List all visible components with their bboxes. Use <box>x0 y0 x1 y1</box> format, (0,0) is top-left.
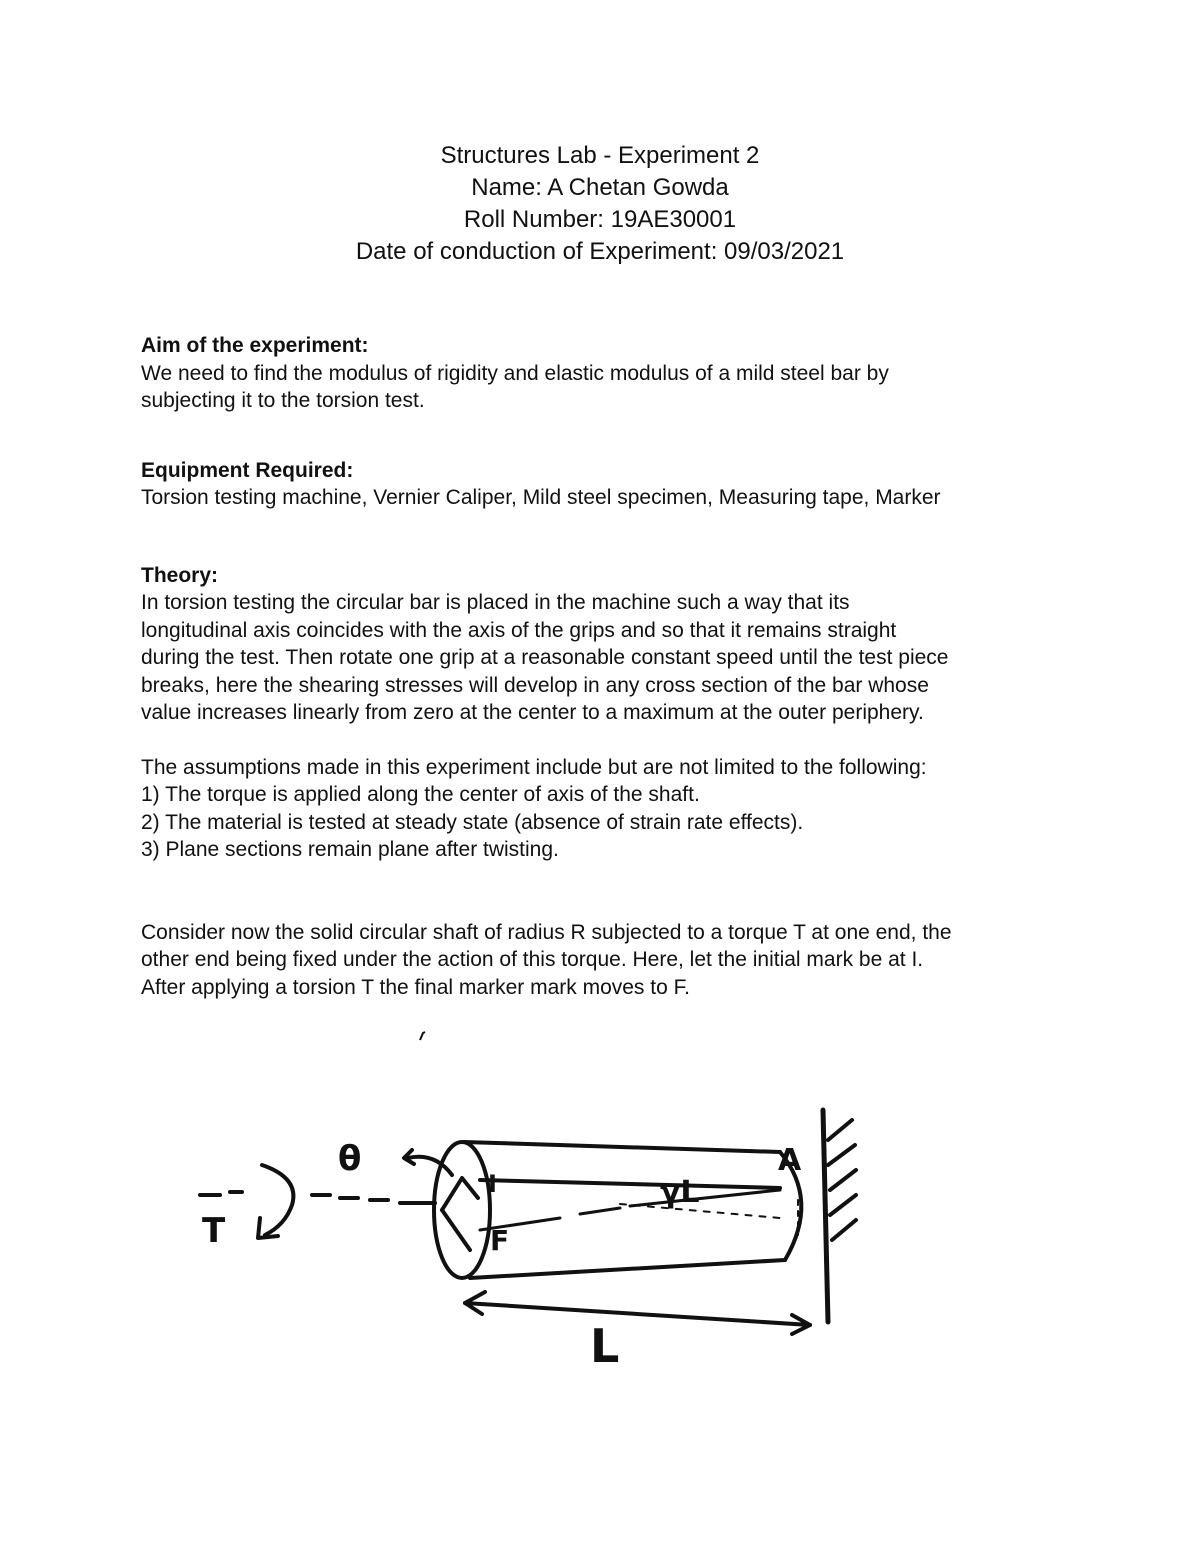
torsion-shaft-sketch <box>180 1100 880 1370</box>
point-a-label: A <box>778 1143 802 1178</box>
assumptions-intro: The assumptions made in this experiment include but are not limited to the following: <box>141 755 927 779</box>
aim-section <box>141 332 1061 415</box>
equipment-text: Torsion testing machine, Vernier Caliper, Mild steel specimen, Measuring tape, Marker <box>141 486 941 509</box>
shaft-description <box>141 919 1061 1002</box>
wall-hatching <box>828 1120 856 1240</box>
length-label: L <box>590 1319 620 1370</box>
final-mark-line <box>480 1190 780 1230</box>
document-title: Structures Lab - Experiment 2 <box>440 142 760 169</box>
shaft-line: other end being fixed under the action of this torque. Here, let the initial mark be at I. <box>141 948 924 971</box>
assumption-item: 2) The material is tested at steady state (absence of strain rate effects). <box>141 810 804 834</box>
shaft-line: After applying a torsion T the final marker mark moves to F. <box>141 975 690 999</box>
final-label: F <box>490 1224 510 1257</box>
aim-line: subjecting it to the torsion test. <box>141 389 425 412</box>
aim-heading: Aim of the experiment: <box>141 334 369 357</box>
shaft-top-edge <box>464 1142 780 1152</box>
assumptions-block <box>141 754 1061 864</box>
theory-section <box>141 562 1061 1002</box>
experiment-date: Date of conduction of Experiment: 09/03/2021 <box>355 238 845 265</box>
document-body <box>141 332 1061 1043</box>
theory-line: during the test. Then rotate one grip at a reasonable constant speed until the test piece <box>141 646 949 669</box>
theory-line: longitudinal axis coincides with the axis of the grips and so that it remains straight <box>141 618 897 642</box>
torque-arc <box>262 1165 293 1235</box>
roll-number: Roll Number: 19AE30001 <box>463 206 737 233</box>
student-name: Name: A Chetan Gowda <box>471 174 729 201</box>
end-face-radius <box>442 1178 478 1210</box>
theory-line: In torsion testing the circular bar is placed in the machine such a way that its <box>141 591 850 614</box>
end-face-radius <box>442 1210 470 1250</box>
stray-pen-mark <box>417 1030 427 1042</box>
aim-line: We need to find the modulus of rigidity and elastic modulus of a mild steel bar by <box>141 361 889 385</box>
theory-heading: Theory: <box>141 563 219 587</box>
shaft-line: Consider now the solid circular shaft of radius R subjected to a torque T at one end, the <box>141 920 952 944</box>
initial-label: I <box>488 1170 497 1198</box>
equipment-section <box>141 457 1061 512</box>
center-axis <box>620 1204 780 1218</box>
angle-label: θ <box>338 1139 362 1179</box>
document-header <box>0 140 1200 268</box>
theory-line: breaks, here the shearing stresses will develop in any cross section of the bar whose <box>141 673 929 697</box>
length-dimension-line <box>465 1303 810 1325</box>
equipment-heading: Equipment Required: <box>141 458 354 482</box>
gamma-label: γL <box>660 1175 700 1210</box>
initial-mark-line <box>480 1180 780 1188</box>
assumption-item: 3) Plane sections remain plane after twisting. <box>141 838 559 861</box>
assumption-item: 1) The torque is applied along the center of axis of the shaft. <box>141 783 700 806</box>
shaft-bottom-edge <box>470 1260 785 1278</box>
torque-label: T <box>202 1211 226 1251</box>
theory-line: value increases linearly from zero at the center to a maximum at the outer periphery. <box>141 701 924 724</box>
